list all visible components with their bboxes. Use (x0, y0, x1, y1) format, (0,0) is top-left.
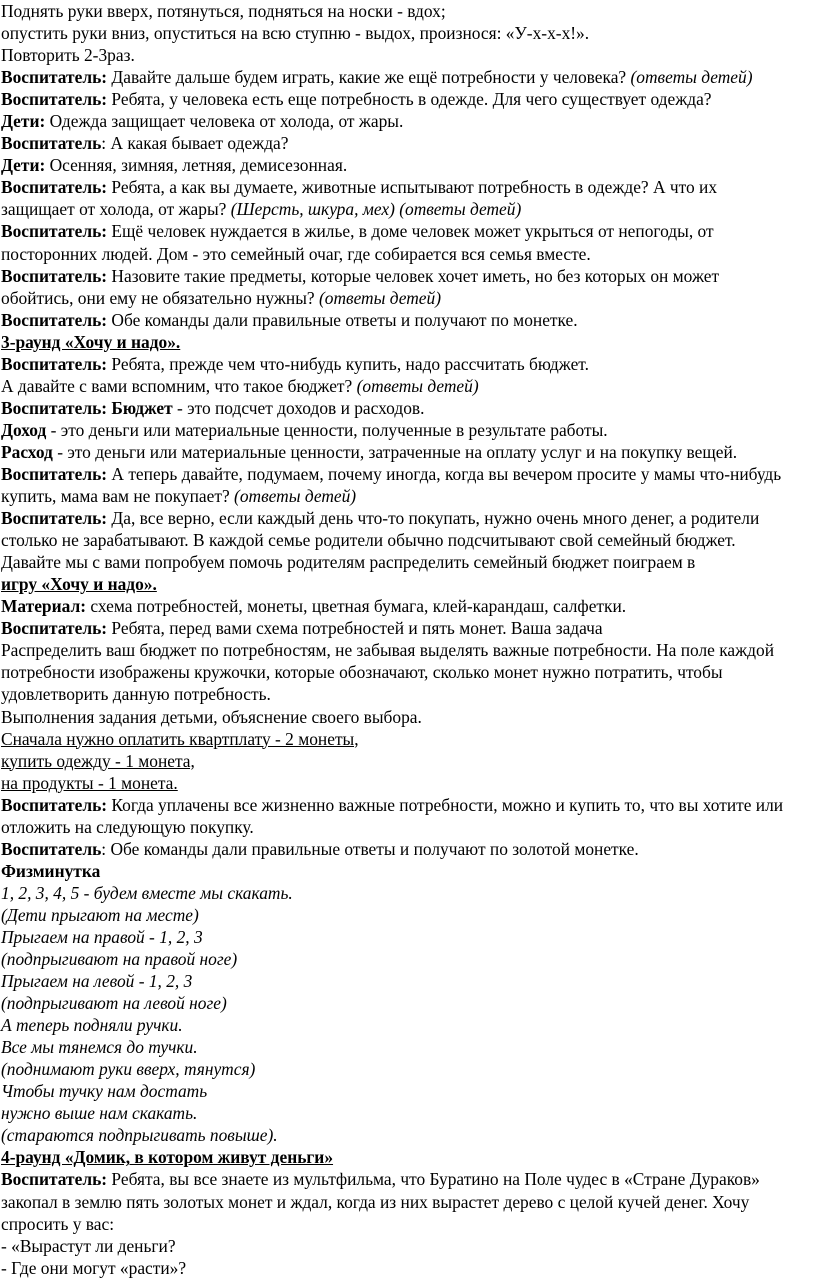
text-run: А давайте с вами вспомним, что такое бюджет? (1, 375, 357, 396)
text-line (1, 904, 816, 926)
text-line (1, 1191, 816, 1213)
text-line (1, 132, 816, 154)
bold-text: Воспитатель: (1, 265, 108, 286)
italic-text: (стараются подпрыгивать повыше). (1, 1125, 278, 1146)
text-run: на продукты - 1 монета. (1, 772, 178, 793)
text-line (1, 772, 816, 794)
text-line (1, 375, 816, 397)
italic-text: (ответы детей) (630, 67, 753, 88)
text-run: Да, все верно, если каждый день что-то покупать, нужно очень много денег, а родители (107, 508, 760, 529)
bold-text: Воспитатель: (1, 508, 108, 529)
text-run: Одежда защищает человека от холода, от жары. (45, 111, 404, 132)
italic-text: (ответы детей) (234, 486, 357, 507)
text-line (1, 176, 816, 198)
text-run: Сначала нужно оплатить квартплату - 2 монеты, (1, 728, 359, 749)
bold-text: Воспитатель: (1, 794, 108, 815)
text-run: отложить на следующую покупку. (1, 816, 254, 837)
text-run: Поднять руки вверх, потянуться, подняться на носки - вдох; (1, 1, 446, 21)
italic-text: (подпрыгивают на левой ноге) (1, 993, 227, 1014)
italic-text: Чтобы тучку нам достать (1, 1081, 208, 1102)
text-line (1, 1168, 816, 1190)
text-line (1, 860, 816, 882)
text-run: Распределить ваш бюджет по потребностям, не забывая выделять важные потребности. На поле каждой (1, 640, 774, 661)
text-line (1, 816, 816, 838)
bold-text: Воспитатель (1, 133, 102, 154)
italic-text: (ответы детей) (318, 287, 442, 308)
bold-text: Расход (1, 441, 53, 462)
text-line (1, 970, 816, 992)
text-line (1, 926, 816, 948)
text-run: : Обе команды дали правильные ответы и получают по золотой монетке. (101, 838, 639, 859)
text-run: Выполнения задания детьми, объяснение своего выбора. (1, 706, 422, 727)
text-line (1, 794, 816, 816)
text-line (1, 66, 816, 88)
bold-text: Дети: (1, 155, 46, 176)
bold-text: игру «Хочу и надо». (1, 574, 157, 595)
text-run: Осенняя, зимняя, летняя, демисезонная. (45, 155, 348, 176)
text-line (1, 838, 816, 860)
text-line (1, 1102, 816, 1124)
text-line (1, 661, 816, 683)
text-run: Обе команды дали правильные ответы и получают по монетке. (107, 309, 578, 330)
text-run: Ребята, прежде чем что-нибудь купить, надо рассчитать бюджет. (107, 353, 589, 374)
bold-text: Воспитатель: (1, 177, 108, 198)
bold-text: Воспитатель: (1, 618, 108, 639)
text-run: закопал в землю пять золотых монет и ждал, когда из них вырастет дерево с целой кучей денег. Хочу (1, 1191, 750, 1212)
text-run: спросить у вас: (1, 1213, 115, 1234)
text-line (1, 1213, 816, 1235)
text-line (1, 1058, 816, 1080)
bold-text: Воспитатель: (1, 1169, 108, 1190)
bold-text: Дети: (1, 111, 46, 132)
text-run: защищает от холода, от жары? (1, 199, 231, 220)
text-line (1, 1257, 816, 1279)
text-run: Ещё человек нуждается в жилье, в доме человек может укрыться от непогоды, от (107, 221, 714, 242)
text-line (1, 0, 816, 22)
text-run: обойтись, они ему не обязательно нужны? (1, 287, 319, 308)
bold-text: Воспитатель: (1, 221, 108, 242)
text-line (1, 507, 816, 529)
text-line (1, 573, 816, 595)
text-line (1, 1146, 816, 1168)
text-run: столько не зарабатывают. В каждой семье родители обычно подсчитывают свой семейный бюджет. (1, 530, 736, 551)
text-run: Повторить 2-3раз. (1, 45, 135, 66)
text-run: Ребята, а как вы думаете, животные испытывают потребность в одежде? А что их (107, 177, 718, 198)
bold-text: Воспитатель: (1, 309, 108, 330)
italic-text: Прыгаем на правой - 1, 2, 3 (1, 926, 203, 947)
text-line (1, 728, 816, 750)
text-line (1, 750, 816, 772)
italic-text: 1, 2, 3, 4, 5 - будем вместе мы скакать. (1, 882, 293, 903)
bold-text: Доход (1, 419, 47, 440)
text-run: удовлетворить данную потребность. (1, 684, 271, 705)
text-line (1, 683, 816, 705)
text-line (1, 154, 816, 176)
text-line (1, 309, 816, 331)
italic-text: (ответы детей) (356, 375, 479, 396)
bold-text: Воспитатель: (1, 463, 108, 484)
bold-text: 3-раунд «Хочу и надо». (1, 331, 181, 352)
italic-text: Прыгаем на левой - 1, 2, 3 (1, 971, 193, 992)
bold-text: Материал: (1, 596, 87, 617)
bold-text: Воспитатель: (1, 89, 108, 110)
text-run: - это деньги или материальные ценности, затраченные на оплату услуг и на покупку вещей. (52, 441, 738, 462)
text-line (1, 265, 816, 287)
text-line (1, 1235, 816, 1257)
text-run: А теперь давайте, подумаем, почему иногда, когда вы вечером просите у мамы что-нибудь (107, 463, 782, 484)
italic-text: (поднимают руки вверх, тянутся) (1, 1059, 256, 1080)
text-line (1, 1080, 816, 1102)
text-line (1, 639, 816, 661)
text-run: - это деньги или материальные ценности, полученные в результате работы. (46, 419, 608, 440)
text-line (1, 485, 816, 507)
text-line (1, 331, 816, 353)
text-line (1, 287, 816, 309)
text-run: - «Вырастут ли деньги? (1, 1235, 176, 1256)
text-run: потребности изображены кружочки, которые обозначают, сколько монет нужно потратить, чтобы (1, 662, 723, 683)
text-line (1, 22, 816, 44)
text-line (1, 243, 816, 265)
text-line (1, 88, 816, 110)
bold-text: 4-раунд «Домик, в котором живут деньги» (1, 1147, 334, 1168)
bold-text: Воспитатель (1, 838, 102, 859)
text-line (1, 1036, 816, 1058)
text-line (1, 397, 816, 419)
text-run: Ребята, у человека есть еще потребность в одежде. Для чего существует одежда? (107, 89, 712, 110)
text-line (1, 44, 816, 66)
text-line (1, 1124, 816, 1146)
text-line (1, 706, 816, 728)
bold-text: Физминутка (1, 860, 101, 881)
text-line (1, 353, 816, 375)
italic-text: Все мы тянемся до тучки. (1, 1037, 198, 1058)
text-line (1, 617, 816, 639)
text-run: Давайте мы с вами попробуем помочь родителям распределить семейный бюджет поиграем в (1, 552, 696, 573)
text-run: Ребята, вы все знаете из мультфильма, что Буратино на Поле чудес в «Стране Дураков» (107, 1169, 760, 1190)
text-line (1, 441, 816, 463)
text-run: Назовите такие предметы, которые человек хочет иметь, но без которых он может (107, 265, 720, 286)
text-line (1, 463, 816, 485)
text-line (1, 110, 816, 132)
text-run: : А какая бывает одежда? (101, 133, 289, 154)
text-run: Когда уплачены все жизненно важные потребности, можно и купить то, что вы хотите или (107, 794, 784, 815)
italic-text: (Шерсть, шкура, мех) (ответы детей) (230, 199, 522, 220)
italic-text: (подпрыгивают на правой ноге) (1, 949, 238, 970)
text-line (1, 551, 816, 573)
text-run: - это подсчет доходов и расходов. (172, 397, 425, 418)
text-run: Давайте дальше будем играть, какие же ещё потребности у человека? (107, 67, 631, 88)
text-line (1, 419, 816, 441)
bold-text: Воспитатель: (1, 353, 108, 374)
text-line (1, 595, 816, 617)
text-run: - Где они могут «расти»? (1, 1257, 187, 1278)
text-run: схема потребностей, монеты, цветная бумага, клей-карандаш, салфетки. (86, 596, 627, 617)
text-line (1, 948, 816, 970)
text-line (1, 992, 816, 1014)
text-line (1, 198, 816, 220)
text-run: посторонних людей. Дом - это семейный очаг, где собирается вся семья вместе. (1, 243, 591, 264)
text-line (1, 1014, 816, 1036)
text-run: опустить руки вниз, опуститься на всю ступню - выдох, произнося: «У-х-х-х!». (1, 23, 590, 44)
text-run: купить, мама вам не покупает? (1, 486, 235, 507)
italic-text: нужно выше нам скакать. (1, 1103, 198, 1124)
text-line (1, 882, 816, 904)
text-run: купить одежду - 1 монета, (1, 750, 195, 771)
italic-text: А теперь подняли ручки. (1, 1015, 183, 1036)
text-line (1, 529, 816, 551)
bold-text: Воспитатель: Бюджет (1, 397, 173, 418)
bold-text: Воспитатель: (1, 67, 108, 88)
italic-text: (Дети прыгают на месте) (1, 904, 199, 925)
text-line (1, 220, 816, 242)
text-run: Ребята, перед вами схема потребностей и пять монет. Ваша задача (107, 618, 603, 639)
